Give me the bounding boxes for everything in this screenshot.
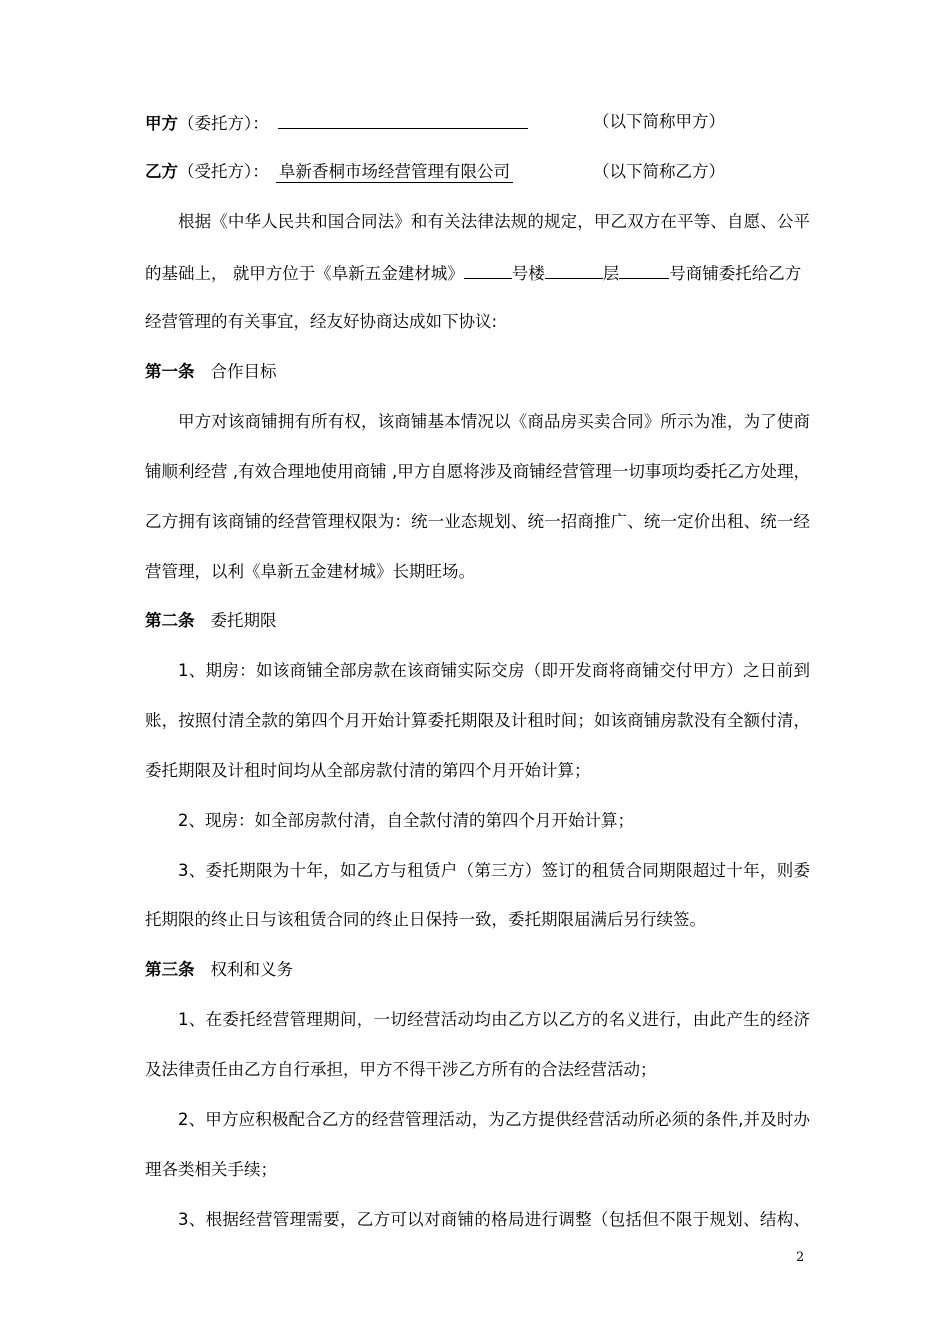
intro-line-1: 根据《中华人民共和国合同法》和有关法律法规的规定，甲乙双方在平等、自愿、公平 [178,212,810,231]
article-3-line-3: 2、甲方应积极配合乙方的经营管理活动，为乙方提供经营活动所必须的条件,并及时办 [178,1110,810,1129]
page-number: 2 [796,1250,805,1265]
party-b-note: （以下简称乙方） [593,162,725,181]
article-1-line-4: 营管理，以利《阜新五金建材城》长期旺场。 [145,562,475,581]
article-3-line-5: 3、根据经营管理需要，乙方可以对商铺的格局进行调整（包括但不限于规划、结构、 [178,1210,810,1229]
building-number-blank[interactable] [464,262,512,279]
article-1-line-2: 铺顺利经营 ,有效合理地使用商铺 ,甲方自愿将涉及商铺经营管理一切事项均委托乙方处理， [145,462,810,481]
article-2-line-5: 3、委托期限为十年，如乙方与租赁户（第三方）签订的租赁合同期限超过十年，则委 [178,861,810,880]
article-1-line-3: 乙方拥有该商铺的经营管理权限为：统一业态规划、统一招商推广、统一定价出租、统一经 [145,512,810,531]
party-b-role: （受托方）： [178,162,269,181]
shop-number-blank[interactable] [619,262,669,279]
intro-line-2 [145,262,810,284]
party-a-role: （委托方）： [178,114,269,133]
floor-label: 层 [602,264,620,283]
article-2-line-1: 1、期房：如该商铺全部房款在该商铺实际交房（即开发商将商铺交付甲方）之日前到 [178,661,810,680]
article-3-heading [145,960,810,980]
intro-location: 的基础上， 就甲方位于《阜新五金建材城》 [145,264,464,283]
article-1-number: 第一条 [145,362,195,381]
article-2-line-3: 委托期限及计租时间均从全部房款付清的第四个月开始计算； [145,761,591,780]
article-2-line-4: 2、现房：如全部房款付清，自全款付清的第四个月开始计算； [178,811,634,830]
article-2-heading [145,611,810,631]
shop-label: 号商铺委托给乙方 [669,264,802,283]
party-b-label: 乙方 [145,162,178,181]
article-1-heading [145,362,810,382]
party-a-name-blank[interactable] [278,112,528,129]
article-3-title: 权利和义务 [210,960,293,979]
intro-line-3: 经营管理的有关事宜，经友好协商达成如下协议: [145,312,498,331]
building-label: 号楼 [511,264,545,283]
article-3-line-1: 1、在委托经营管理期间，一切经营活动均由乙方以乙方的名义进行，由此产生的经济 [178,1010,810,1029]
article-3-line-2: 及法律责任由乙方自行承担，甲方不得干涉乙方所有的合法经营活动； [145,1060,657,1079]
article-2-number: 第二条 [145,611,195,630]
party-b-name: 阜新香桐市场经营管理有限公司 [276,162,513,183]
article-1-line-1: 甲方对该商铺拥有所有权，该商铺基本情况以《商品房买卖合同》所示为准，为了使商 [178,412,810,431]
party-a-line [145,112,810,134]
article-2-title: 委托期限 [210,611,277,630]
article-3-line-4: 理各类相关手续； [145,1160,277,1179]
party-a-note: （以下简称甲方） [593,112,725,131]
party-a-label: 甲方 [145,114,178,133]
article-2-line-2: 账，按照付清全款的第四个月开始计算委托期限及计租时间；如该商铺房款没有全额付清， [145,711,810,730]
article-1-title: 合作目标 [210,362,277,381]
party-b-line [145,162,810,183]
article-2-line-6: 托期限的终止日与该租赁合同的终止日保持一致，委托期限届满后另行续签。 [145,910,706,929]
floor-number-blank[interactable] [545,262,603,279]
article-3-number: 第三条 [145,960,195,979]
